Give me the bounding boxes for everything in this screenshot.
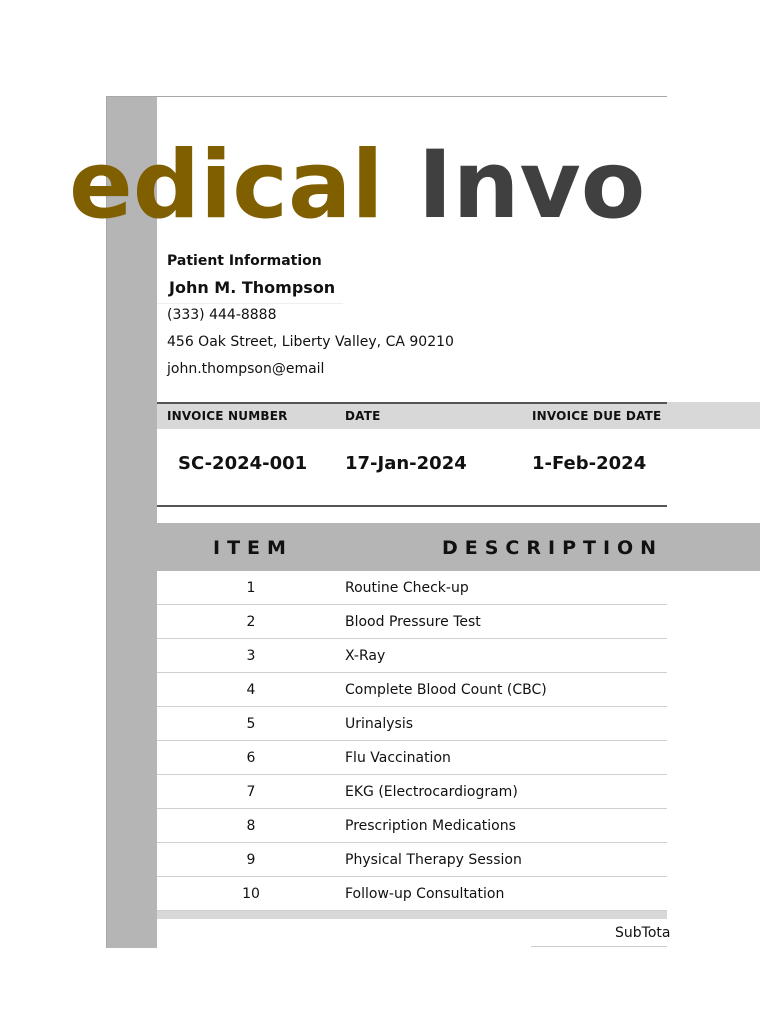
table-row (157, 605, 667, 639)
item-description: Follow-up Consultation (345, 886, 505, 902)
document-title-accent: edical (69, 131, 384, 240)
description-column-header: DESCRIPTION (442, 537, 664, 559)
patient-information-heading: Patient Information (167, 253, 322, 269)
item-number: 4 (246, 682, 256, 698)
table-row (157, 843, 667, 877)
due-date-label: INVOICE DUE DATE (532, 409, 662, 423)
document-title-dark: Invo (417, 131, 646, 240)
due-date-value: 1-Feb-2024 (532, 453, 647, 474)
document-title (69, 131, 645, 241)
patient-name-underline (157, 303, 343, 304)
item-number: 7 (246, 784, 256, 800)
item-number: 5 (246, 716, 256, 732)
item-description: X-Ray (345, 648, 386, 664)
invoice-content (69, 97, 671, 948)
table-row (157, 673, 667, 707)
item-number: 8 (246, 818, 256, 834)
item-description: Physical Therapy Session (345, 852, 522, 868)
date-value: 17-Jan-2024 (345, 453, 467, 474)
item-description: Prescription Medications (345, 818, 516, 834)
patient-phone: (333) 444-8888 (167, 307, 277, 323)
date-label: DATE (345, 409, 381, 423)
item-description: Flu Vaccination (345, 750, 451, 766)
subtotal-underline (531, 946, 667, 947)
meta-band-overflow (666, 402, 760, 429)
invoice-number-value: SC-2024-001 (178, 453, 308, 474)
table-footer-band (157, 911, 667, 919)
meta-bottom-rule (157, 505, 667, 507)
item-number: 10 (242, 886, 260, 902)
invoice-number-label: INVOICE NUMBER (167, 409, 288, 423)
invoice-sheet (69, 96, 671, 948)
table-row (157, 707, 667, 741)
items-table-header (157, 523, 667, 571)
table-row (157, 775, 667, 809)
subtotal-label: SubTota (615, 925, 671, 941)
patient-address: 456 Oak Street, Liberty Valley, CA 90210 (167, 334, 454, 350)
table-row (157, 741, 667, 775)
item-description: Routine Check-up (345, 580, 469, 596)
patient-email: john.thompson@email (167, 361, 325, 377)
item-number: 6 (246, 750, 256, 766)
item-description: Blood Pressure Test (345, 614, 481, 630)
item-number: 1 (246, 580, 256, 596)
patient-name: John M. Thompson (169, 278, 336, 297)
item-number: 2 (246, 614, 256, 630)
table-row (157, 809, 667, 843)
table-header-overflow (666, 523, 760, 571)
item-number: 9 (246, 852, 256, 868)
item-number: 3 (246, 648, 256, 664)
table-row (157, 571, 667, 605)
table-row (157, 639, 667, 673)
items-table-body (157, 571, 667, 911)
item-description: Complete Blood Count (CBC) (345, 682, 547, 698)
item-description: EKG (Electrocardiogram) (345, 784, 518, 800)
item-description: Urinalysis (345, 716, 413, 732)
table-row (157, 877, 667, 911)
item-column-header: ITEM (213, 537, 293, 559)
